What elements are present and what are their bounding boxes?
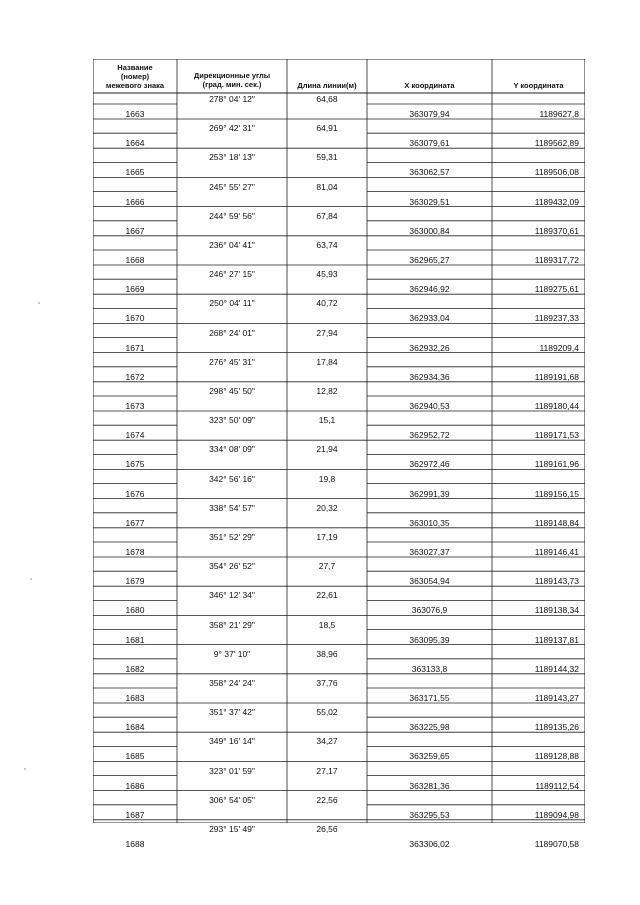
point-x-coordinate: 363259,65 (409, 751, 450, 762)
point-x-coordinate: 363000,84 (409, 225, 450, 236)
point-name: 1683 (125, 693, 145, 703)
point-x-coordinate: 362946,92 (409, 284, 450, 295)
point-x-coordinate: 363079,61 (409, 138, 450, 149)
point-y-coordinate: 1189161,96 (534, 459, 579, 470)
point-name: 1688 (125, 839, 145, 849)
scan-speck (30, 578, 32, 580)
point-y-coordinate: 1189143,27 (534, 693, 579, 703)
point-y-coordinate: 1189144,32 (534, 663, 579, 674)
segment-length: 27,17 (316, 765, 338, 776)
point-y-coordinate: 1189143,73 (534, 576, 579, 587)
segment-direction-angle: 349° 16' 14" (209, 736, 255, 747)
point-y-coordinate: 1189237,33 (534, 313, 579, 324)
point-y-coordinate: 1189156,15 (534, 488, 579, 499)
segment-length: 38,96 (316, 648, 338, 659)
segment-direction-angle: 354° 26' 52" (209, 561, 255, 572)
segment-length: 22,56 (316, 794, 338, 805)
point-y-coordinate: 1189148,84 (534, 517, 579, 528)
point-y-coordinate: 1189135,26 (534, 722, 579, 733)
point-name: 1682 (125, 663, 145, 674)
point-y-coordinate: 1189432,09 (534, 196, 579, 207)
segment-length: 22,61 (316, 590, 338, 601)
segment-direction-angle: 338° 54' 57" (209, 502, 255, 513)
point-x-coordinate: 362933,04 (409, 313, 450, 324)
segment-length: 21,94 (316, 444, 338, 455)
point-x-coordinate: 362940,53 (409, 401, 450, 411)
point-name: 1671 (125, 342, 145, 353)
segment-length: 12,82 (316, 386, 338, 396)
point-y-coordinate: 1189094,98 (534, 809, 579, 820)
point-x-coordinate: 363076,9 (411, 605, 448, 616)
point-name: 1680 (125, 605, 145, 616)
point-x-coordinate: 363281,36 (409, 780, 450, 791)
point-name: 1664 (125, 138, 145, 149)
point-y-coordinate: 1189191,68 (534, 371, 579, 382)
header-direction (177, 71, 287, 89)
point-y-coordinate: 1189627,8 (539, 109, 579, 119)
segment-direction-angle: 246° 27' 15" (209, 269, 255, 280)
segment-direction-angle: 250° 04' 11" (209, 298, 255, 309)
point-x-coordinate: 363010,35 (409, 517, 450, 528)
segment-direction-angle: 278° 04' 12" (209, 94, 255, 104)
point-y-coordinate: 1189209,4 (539, 342, 579, 353)
header-name-line-2: (номер) (120, 72, 150, 81)
segment-direction-angle: 323° 01' 59" (209, 765, 255, 776)
point-x-coordinate: 363027,37 (409, 547, 450, 557)
segment-direction-angle: 358° 24' 24" (209, 678, 255, 688)
point-x-coordinate: 362932,26 (409, 342, 450, 353)
segment-direction-angle: 245° 55' 27" (209, 181, 255, 192)
point-name: 1666 (125, 196, 145, 207)
header-direction-line-1: Дирекционные углы (193, 71, 271, 80)
segment-direction-angle: 9° 37' 10" (213, 648, 251, 659)
segment-length: 17,19 (316, 532, 338, 542)
segment-direction-angle: 351° 52' 29" (209, 532, 255, 542)
segment-direction-angle: 346° 12' 34" (209, 590, 255, 601)
point-x-coordinate: 362972,46 (409, 459, 450, 470)
point-y-coordinate: 1189562,89 (534, 138, 579, 149)
point-x-coordinate: 363295,53 (409, 809, 450, 820)
segment-length: 26,56 (316, 824, 338, 834)
segment-direction-angle: 236° 04' 41" (209, 240, 255, 250)
segment-length: 64,68 (316, 94, 338, 104)
segment-length: 59,31 (316, 152, 338, 163)
header-x: X координата (404, 81, 455, 90)
point-y-coordinate: 1189275,61 (534, 284, 579, 295)
point-name: 1663 (125, 109, 145, 119)
segment-length: 81,04 (316, 181, 338, 192)
segment-length: 19,8 (318, 473, 336, 484)
header-direction-line-2: (град. мин. сек.) (202, 80, 262, 89)
segment-length: 15,1 (318, 415, 336, 426)
segment-length: 55,02 (316, 707, 338, 718)
point-name: 1687 (125, 809, 145, 820)
point-x-coordinate: 362934,36 (409, 371, 450, 382)
segment-direction-angle: 323° 50' 09" (209, 415, 255, 426)
point-name: 1677 (125, 517, 145, 528)
segment-length: 45,93 (316, 269, 338, 280)
point-y-coordinate: 1189137,81 (534, 634, 579, 645)
scan-speck (24, 768, 26, 770)
point-name: 1669 (125, 284, 145, 295)
point-name: 1667 (125, 225, 145, 236)
segment-length: 64,91 (316, 123, 338, 134)
segment-direction-angle: 276° 45' 31" (209, 356, 255, 367)
point-name: 1665 (125, 167, 145, 178)
point-y-coordinate: 1189112,54 (535, 780, 579, 791)
segment-length: 27,94 (316, 327, 338, 338)
segment-direction-angle: 334° 08' 09" (209, 444, 255, 455)
point-name: 1674 (125, 430, 145, 441)
segment-length: 40,72 (316, 298, 338, 309)
point-name: 1685 (125, 751, 145, 762)
point-x-coordinate: 363054,94 (409, 576, 450, 587)
scan-speck (38, 302, 40, 304)
segment-direction-angle: 244° 59' 56" (209, 210, 255, 221)
point-y-coordinate: 1189146,41 (534, 547, 579, 557)
segment-direction-angle: 351° 37' 42" (209, 707, 255, 718)
point-x-coordinate: 363029,51 (409, 196, 450, 207)
header-name (93, 63, 177, 90)
segment-length: 20,32 (316, 502, 338, 513)
segment-direction-angle: 342° 56' 16" (209, 473, 255, 484)
segment-length: 18,5 (318, 619, 336, 630)
segment-length: 67,84 (316, 210, 338, 221)
point-x-coordinate: 363062,57 (409, 167, 450, 178)
header-length: Длина линии(м) (297, 81, 357, 90)
segment-length: 34,27 (316, 736, 338, 747)
header-name-line-3: межевого знака (105, 81, 165, 90)
point-name: 1681 (125, 634, 145, 645)
point-y-coordinate: 1189138,34 (534, 605, 579, 616)
point-name: 1672 (125, 371, 145, 382)
point-name: 1676 (125, 488, 145, 499)
point-x-coordinate: 363306,02 (409, 839, 450, 849)
point-y-coordinate: 1189180,44 (534, 401, 579, 411)
point-x-coordinate: 363133,8 (411, 663, 448, 674)
point-x-coordinate: 363171,55 (409, 693, 450, 703)
segment-direction-angle: 293° 15' 49" (209, 824, 255, 834)
point-y-coordinate: 1189070,58 (534, 839, 579, 849)
point-name: 1684 (125, 722, 145, 733)
point-y-coordinate: 1189506,08 (534, 167, 579, 178)
segment-direction-angle: 268° 24' 01" (209, 327, 255, 338)
segment-direction-angle: 253° 18' 13" (209, 152, 255, 163)
header-y: Y координата (513, 81, 564, 90)
coordinates-table (93, 59, 585, 849)
header-name-line-1: Название (117, 63, 153, 72)
segment-direction-angle: 298° 45' 50" (209, 386, 255, 396)
point-x-coordinate: 363095,39 (409, 634, 450, 645)
point-name: 1673 (125, 401, 145, 411)
point-y-coordinate: 1189370,61 (534, 225, 579, 236)
point-name: 1678 (125, 547, 145, 557)
segment-direction-angle: 269° 42' 31" (209, 123, 255, 134)
point-x-coordinate: 362991,39 (409, 488, 450, 499)
point-x-coordinate: 362965,27 (409, 255, 450, 265)
point-y-coordinate: 1189128,88 (534, 751, 579, 762)
point-y-coordinate: 1189171,53 (534, 430, 579, 441)
segment-length: 27,7 (318, 561, 336, 572)
point-y-coordinate: 1189317,72 (534, 255, 579, 265)
segment-length: 37,76 (316, 678, 338, 688)
segment-direction-angle: 306° 54' 05" (209, 794, 255, 805)
segment-length: 63,74 (316, 240, 338, 250)
segment-direction-angle: 358° 21' 29" (209, 619, 255, 630)
point-name: 1668 (125, 255, 145, 265)
segment-length: 17,84 (316, 356, 338, 367)
point-x-coordinate: 363225,98 (409, 722, 450, 733)
point-x-coordinate: 362952,72 (409, 430, 450, 441)
point-name: 1670 (125, 313, 145, 324)
point-name: 1679 (125, 576, 145, 587)
point-name: 1675 (125, 459, 145, 470)
point-x-coordinate: 363079,94 (409, 109, 450, 119)
point-name: 1686 (125, 780, 145, 791)
